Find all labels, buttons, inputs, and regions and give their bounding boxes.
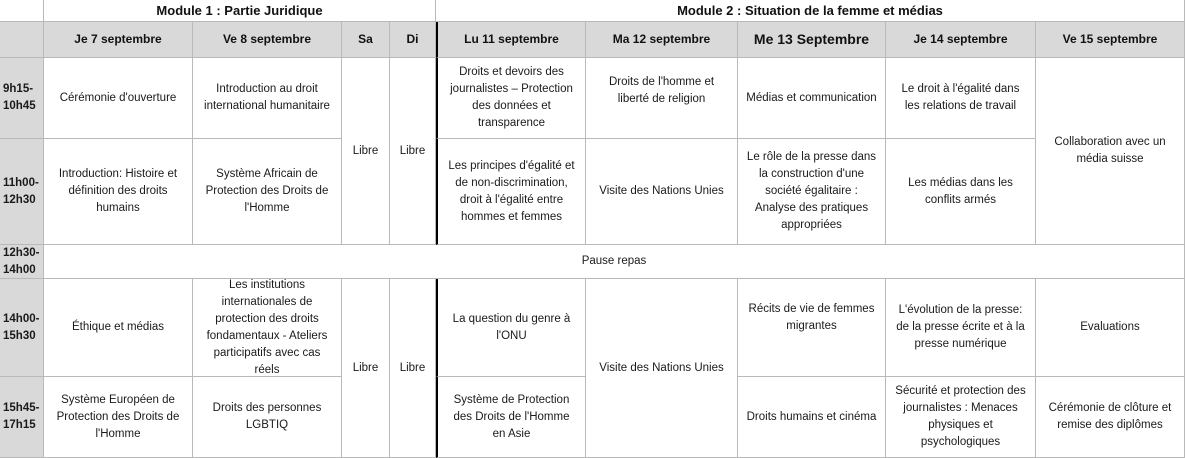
lunch-break: Pause repas — [44, 245, 1185, 279]
day-header-ve15: Ve 15 septembre — [1036, 22, 1185, 58]
time-slot-2: 11h00- 12h30 — [0, 139, 44, 245]
day-header-sa: Sa — [342, 22, 390, 58]
session-lu11-slot5: Système de Protection des Droits de l'Homme en Asie — [436, 377, 586, 458]
session-je14-slot2: Les médias dans les conflits armés — [886, 139, 1036, 245]
session-je7-slot1: Cérémonie d'ouverture — [44, 58, 193, 139]
session-ve8-slot2: Système Africain de Protection des Droits de l'Homme — [193, 139, 342, 245]
session-me13-slot5: Droits humains et cinéma — [738, 377, 886, 458]
session-ve15-morning: Collaboration avec un média suisse — [1036, 58, 1185, 245]
session-ve15-slot4: Evaluations — [1036, 279, 1185, 377]
session-ve8-slot1: Introduction au droit international humanitaire — [193, 58, 342, 139]
session-je7-slot4: Éthique et médias — [44, 279, 193, 377]
session-lu11-slot1: Droits et devoirs des journalistes – Protection des données et transparence — [436, 58, 586, 139]
time-slot-4: 14h00- 15h30 — [0, 279, 44, 377]
corner-blank — [0, 0, 44, 22]
time-slot-1: 9h15- 10h45 — [0, 58, 44, 139]
day-header-je14: Je 14 septembre — [886, 22, 1036, 58]
session-di-afternoon: Libre — [390, 279, 436, 458]
session-je14-slot1: Le droit à l'égalité dans les relations de travail — [886, 58, 1036, 139]
session-ma12-slot2: Visite des Nations Unies — [586, 139, 738, 245]
session-sa-morning: Libre — [342, 58, 390, 245]
module-2-header: Module 2 : Situation de la femme et médias — [436, 0, 1185, 22]
session-di-morning: Libre — [390, 58, 436, 245]
session-je14-slot4: L'évolution de la presse: de la presse écrite et à la presse numérique — [886, 279, 1036, 377]
session-sa-afternoon: Libre — [342, 279, 390, 458]
session-je14-slot5: Sécurité et protection des journalistes : Menaces physiques et psychologiques — [886, 377, 1036, 458]
session-ma12-slot1: Droits de l'homme et liberté de religion — [586, 58, 738, 139]
session-ve8-slot5: Droits des personnes LGBTIQ — [193, 377, 342, 458]
day-header-me13: Me 13 Septembre — [738, 22, 886, 58]
session-lu11-slot4: La question du genre à l'ONU — [436, 279, 586, 377]
day-header-di: Di — [390, 22, 436, 58]
session-me13-slot4: Récits de vie de femmes migrantes — [738, 279, 886, 377]
time-slot-3: 12h30- 14h00 — [0, 245, 44, 279]
time-slot-5: 15h45- 17h15 — [0, 377, 44, 458]
day-header-lu11: Lu 11 septembre — [436, 22, 586, 58]
session-ve8-slot4: Les institutions internationales de protection des droits fondamentaux - Ateliers participatifs avec cas réels — [193, 279, 342, 377]
session-me13-slot1: Médias et communication — [738, 58, 886, 139]
session-je7-slot2: Introduction: Histoire et définition des droits humains — [44, 139, 193, 245]
session-me13-slot2: Le rôle de la presse dans la construction d'une société égalitaire : Analyse des pratiques appropriées — [738, 139, 886, 245]
module-1-header: Module 1 : Partie Juridique — [44, 0, 436, 22]
session-ma12-afternoon: Visite des Nations Unies — [586, 279, 738, 458]
day-header-je7: Je 7 septembre — [44, 22, 193, 58]
day-header-ma12: Ma 12 septembre — [586, 22, 738, 58]
day-header-ve8: Ve 8 septembre — [193, 22, 342, 58]
session-lu11-slot2: Les principes d'égalité et de non-discrimination, droit à l'égalité entre hommes et femmes — [436, 139, 586, 245]
session-je7-slot5: Système Européen de Protection des Droits de l'Homme — [44, 377, 193, 458]
time-column-header — [0, 22, 44, 58]
session-ve15-slot5: Cérémonie de clôture et remise des diplômes — [1036, 377, 1185, 458]
